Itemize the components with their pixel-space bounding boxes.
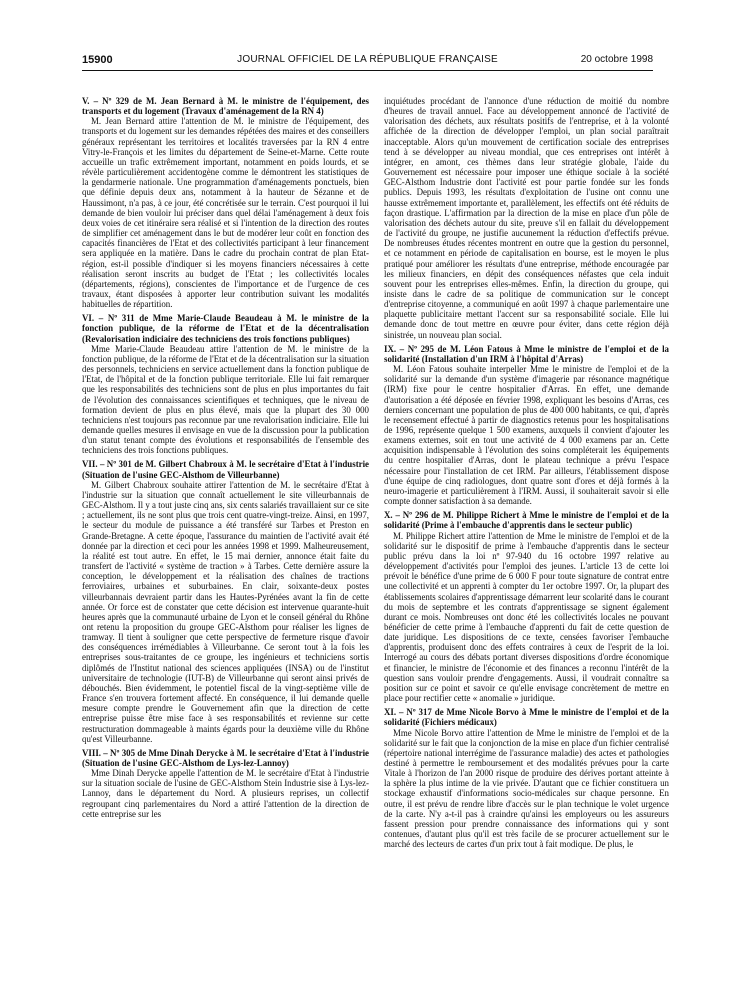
continued-text: inquiétudes procédant de l'annonce d'une réduction de moitié du nombre d'heures de travail annuel. Face au développement annoncé de l'activité de valorisation des déchets, aux résultats positifs de l'entreprise, et à la volonté affichée de la direction de développer l'emploi, un plan social paraîtrait inacceptable. Alors qu'un mouvement de certification sociale des entreprises tend à se développer au niveau mondial, que ces entreprises ont intérêt à intégrer, en amont, ces thèmes dans leur stratégie globale, l'aide du Gouvernement est nécessaire pour imposer une éthique sociale à la société GEC-Alsthom Industrie dont l'activité est pour partie fondée sur les fonds publics. Depuis 1993, les résultats d'exploitation de l'usine ont connu une hausse extrêmement importante et, parallèlement, les effectifs ont été réduits de façon drastique. L'affirmation par la direction de la mise en place d'un pôle de valorisation des déchets autour du site, preuve s'il en fallait du développement de l'activité du groupe, ne justifie aucunement la réduction d'effectifs prévue. De nombreuses études récentes montrent en outre que la gestion du personnel, et ce notamment en période de capitalisation en bourse, est le moyen le plus pratiqué pour améliorer les résultats d'une entreprise, méthode encouragée par les milieux financiers, en dépit des conséquences néfastes que cela induit souvent pour les entreprises elles-mêmes. Enfin, la direction du groupe, qui insiste dans le cadre de sa politique de communication sur le concept d'entreprise citoyenne, a communiqué en août 1997 à chaque parlementaire une plaquette publicitaire mettant l'accent sur sa responsabilité sociale. Elle lui demande donc de tout mettre en œuvre pour éviter, dans cette région déjà sinistrée, un nouveau plan social. (384, 96, 669, 340)
question-body: M. Léon Fatous souhaite interpeller Mme le ministre de l'emploi et de la solidarité sur la demande d'un système d'imagerie par résonance magnétique (IRM) fixe pour le centre hospitalier d'Arras. En effet, une demande d'autorisation a été déposée en février 1998, expliquant les besoins d'Arras, ces derniers concernant une population de plus de 400 000 habitants, ce qui, d'après le recensement effectué à partir de diagnostics retenus pour les hospitalisations de 1996, représente quelque 1 500 examens, auxquels il convient d'ajouter les examens externes, soit en tout une activité de 4 000 examens par an. Cette acquisition indispensable à l'évolution des soins compléterait les équipements du centre hospitalier d'Arras, dont le plateau technique a prévu l'espace nécessaire pour l'installation de cet IRM. Par ailleurs, l'établissement dispose d'une équipe de cinq radiologues, dont quatre sont d'ores et déjà formés à la neuro-imagerie et particulièrement à l'IRM. Aussi, il souhaiterait savoir si elle compte donner satisfaction à sa demande. (384, 364, 669, 507)
question-heading: VII. – Nº 301 de M. Gilbert Chabroux à M. le secrétaire d'Etat à l'industrie (Situation de l'usine GEC-Alsthom de Villeurbanne) (82, 459, 369, 480)
question-heading: XI. – Nº 317 de Mme Nicole Borvo à Mme le ministre de l'emploi et de la solidarité (Fichiers médicaux) (384, 707, 669, 728)
page-number: 15900 (82, 54, 113, 66)
question-body: M. Gilbert Chabroux souhaite attirer l'attention de M. le secrétaire d'Etat à l'industrie sur la situation que connaît actuellement le site villeurbannais de GEC-Alsthom. Il y a tout juste cinq ans, six cents salariés travaillaient sur ce site ; actuellement, ils ne sont plus que trois cent quatre-vingt-treize. Ainsi, en 1997, le secteur du module de puissance a été transféré sur Tarbes et Preston en Grande-Bretagne. A cette époque, l'assurance du maintien de l'activité avait été donnée par la direction et ceci pour les années 1998 et 1999. Malheureusement, la réalité est tout autre. En effet, le 15 mai dernier, annonce était faite du transfert de l'activité « système de traction » à Tarbes. Cette dernière assure la conception, le développement et la réalisation des chaînes de tractions ferroviaires, urbaines et suburbaines. En clair, soixante-deux postes villeurbannais devraient partir dans les Hautes-Pyrénées avant la fin de cette année. Or force est de constater que cette décision est intervenue quarante-huit heures après que la communauté urbaine de Lyon et le conseil général du Rhône ont retenu la proposition du groupe GEC-Alsthom pour réaliser les lignes de tramway. Il tient à souligner que cette perspective de fermeture risque d'avoir des conséquences irrémédiables à Villeurbanne. Ce seront tout à la fois les entreprises sous-traitantes de ce groupe, les ingénieurs et techniciens sortis diplômés de l'Institut national des sciences appliquées (INSA) ou de l'institut universitaire de technologie (IUT-B) de Villeurbanne qui seront ainsi privés de débouchés. Bien évidemment, le potentiel fiscal de la vingt-septième ville de France s'en trouvera fortement affecté. En conséquence, il lui demande quelle mesure compte prendre le Gouvernement afin que la direction de cette entreprise puisse être mise face à ses responsabilités et revienne sur cette restructuration dommageable à maints égards pour la deuxième ville du Rhône qu'est Villeurbanne. (82, 479, 369, 744)
header-rule (82, 70, 653, 71)
page-header (82, 53, 653, 67)
question-entry (384, 707, 669, 849)
question-body: Mme Nicole Borvo attire l'attention de Mme le ministre de l'emploi et de la solidarité sur le fait que la conjonction de la mise en place d'un fichier centralisé (répertoire national interrégime de l'assurance maladie) des actes et pathologies destiné à permettre le remboursement et des modalités prévues pour la carte Vitale à l'horizon de l'an 2000 risque de produire des dérives portant atteinte à la sphère la plus intime de la vie privée. D'autant que ce fichier constituera un stockage exhaustif d'informations socio-médicales sur chaque personne. En outre, il est prévu de rendre libre d'accès sur le plan technique le volet urgence de la carte. N'y a-t-il pas à craindre qu'ainsi les employeurs ou les assureurs fassent pression pour prendre connaissance des informations qui y sont contenues, d'autant plus qu'il est très facile de se procurer actuellement sur le marché des lecteurs de cartes d'un prix tout à fait modique. De plus, le (384, 727, 669, 850)
question-entry (82, 748, 369, 819)
question-continuation (384, 96, 669, 340)
question-body: M. Jean Bernard attire l'attention de M. le ministre de l'équipement, des transports et du logement sur les demandes répétées des maires et des conseillers généraux représentant les territoires et localités traversées par la RN 4 entre Vitry-le-François et les limites du département de Seine-et-Marne. Cette route accueille un trafic extrêmement important, notamment en poids lourds, et se révèle particulièrement accidentogène comme le démontrent les statistiques de la gendarmerie nationale. Une programmation d'aménagements ponctuels, bien que définie depuis deux ans, notamment à la hauteur de Sézanne et de Haussimont, n'a pas, à ce jour, été concrétisée sur le terrain. C'est pourquoi il lui demande de bien vouloir lui préciser dans quel délai l'aménagement à deux fois deux voies de cet itinéraire sera réalisé et si l'intention de la direction des routes de simplifier cet aménagement dans le but de modérer leur coût en fonction des capacités financières de l'Etat et des collectivités participant à leur financement sera appliquée en la matière. Dans le cadre du prochain contrat de plan Etat-région, est-il possible d'indiquer si les moyens financiers nécessaires à cette réalisation seront inscrits au budget de l'Etat ; les collectivités locales (départements, régions), conscientes de l'importance et de l'urgence de ces travaux, étant disposées à apporter leur contribution suivant les modalités habituelles de répartition. (82, 116, 369, 310)
journal-title: JOURNAL OFFICIEL DE LA RÉPUBLIQUE FRANÇAISE (237, 54, 498, 65)
question-body: Mme Dinah Derycke appelle l'attention de M. le secrétaire d'Etat à l'industrie sur la situation sociale de l'usine de GEC-Alsthom Stein Industrie sise à Lys-lez-Lannoy, dans le département du Nord. A plusieurs reprises, un collectif regroupant cinq parlementaires du Nord a attiré l'attention de la direction de cette entreprise sur les (82, 768, 369, 819)
question-entry (384, 510, 669, 703)
question-entry (82, 313, 369, 455)
left-column (82, 96, 369, 984)
question-entry (384, 344, 669, 507)
question-body: M. Philippe Richert attire l'attention de Mme le ministre de l'emploi et de la solidarité sur le dispositif de prime à l'embauche d'apprentis dans le secteur public prévu dans la loi nº 97-940 du 16 octobre 1997 relative au développement d'activités pour l'emploi des jeunes. L'article 13 de cette loi prévoit le bénéfice d'une prime de 6 000 F pour toute signature de contrat entre une collectivité et un apprenti à compter du 1er octobre 1997. Or, la plupart des établissements scolaires d'apprentissage démarrent leur scolarité dans le courant du mois de septembre et les contrats d'apprentissage se signent également durant ce mois. Nombreuses ont donc été les collectivités locales ne pouvant bénéficier de cette prime à l'embauche d'apprenti du fait de cette question de date juridique. Les dispositions de ce texte, censées favoriser l'embauche d'apprentis, produisent donc des effets contraires à ceux de l'esprit de la loi. Interrogé au cours des débats portant diverses dispositions d'ordre économique et financier, le ministre de l'économie et des finances a reconnu l'intérêt de la question sans vouloir prendre d'engagements. Aussi, il voudrait connaître sa position sur ce point et savoir ce qu'elle envisage concrètement de mettre en place pour rectifier cette « anomalie » juridique. (384, 530, 669, 704)
right-column (384, 96, 669, 984)
question-heading: VIII. – Nº 305 de Mme Dinah Derycke à M. le secrétaire d'Etat à l'industrie (Situation de l'usine GEC-Alsthom de Lys-lez-Lannoy) (82, 747, 369, 768)
question-heading: VI. – Nº 311 de Mme Marie-Claude Beaudeau à M. le ministre de la fonction publique, de la réforme de l'Etat et de la décentralisation (Revalorisation indiciaire des techniciens des trois fonctions publiques) (82, 313, 369, 344)
question-heading: V. – Nº 329 de M. Jean Bernard à M. le ministre de l'équipement, des transports et du logement (Travaux d'aménagement de la RN 4) (82, 96, 369, 117)
question-entry (82, 96, 369, 309)
question-heading: IX. – Nº 295 de M. Léon Fatous à Mme le ministre de l'emploi et de la solidarité (Installation d'un IRM à l'hôpital d'Arras) (384, 343, 669, 364)
publication-date: 20 octobre 1998 (580, 54, 653, 65)
question-heading: X. – Nº 296 de M. Philippe Richert à Mme le ministre de l'emploi et de la solidarité (Prime à l'embauche d'apprentis dans le secteur public) (384, 510, 669, 531)
question-entry (82, 459, 369, 743)
question-body: Mme Marie-Claude Beaudeau attire l'attention de M. le ministre de la fonction publique, de la réforme de l'Etat et de la décentralisation sur la situation des personnels, techniciens en service actuellement dans la fonction publique de l'Etat, de l'hôpital et de la fonction publique territoriale. Elle lui fait remarquer que les responsabilités des techniciens sont de plus en plus importantes du fait de l'évolution des connaissances scientifiques et techniques, que le niveau de formation devient de plus en plus élevé, mais que la plupart des 30 000 techniciens n'est toujours pas reconnue par une revalorisation indiciaire. Elle lui demande quelles mesures il envisage en vue de la discussion pour la publication d'un statut tenant compte des évolutions et responsabilités de l'ensemble des techniciens des trois fonctions publiques. (82, 343, 369, 456)
